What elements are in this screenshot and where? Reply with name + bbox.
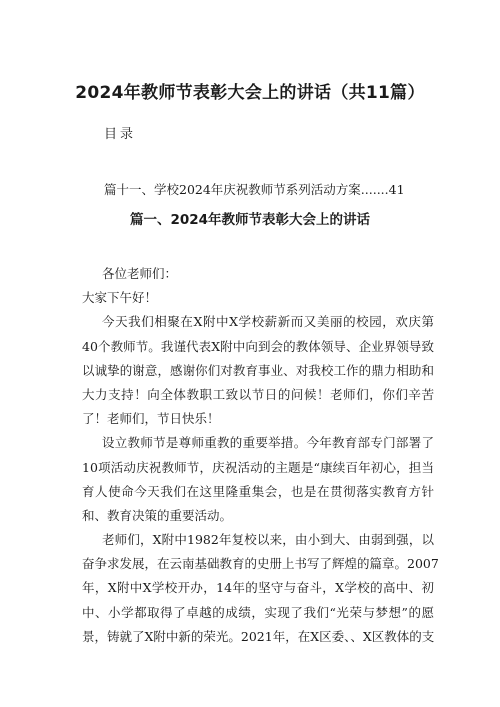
paragraph-line: 大力支持！向全体教职工致以节日的问候！老师们，你们辛苦 [82,386,434,402]
paragraph-line: 和、教育决策的重要活动。 [82,507,233,523]
paragraph-line: 了！老师们，节日快乐！ [82,411,220,427]
greeting: 大家下午好！ [82,290,158,306]
paragraph-line: 年，X附中X学校开办，14年的坚守与奋斗，X学校的高中、初 [82,580,434,596]
section-title: 篇一、2024年教师节表彰大会上的讲话 [129,212,371,228]
paragraph-line: 今天我们相聚在X附中X学校薪新而又美丽的校园，欢庆第 [102,314,434,330]
salutation: 各位老师们： [102,266,178,281]
document-title: 2024年教师节表彰大会上的讲话（共11篇） [75,83,425,103]
toc-heading: 目录 [104,127,137,142]
paragraph-line: 奋争求发展，在云南基础教育的史册上书写了辉煌的篇章。2007 [82,556,439,572]
paragraph-line: 育人使命今天我们在这里隆重集会，也是在贯彻落实教育方针 [82,483,434,499]
paragraph-line: 中、小学都取得了卓越的成绩，实现了我们“光荣与梦想”的愿 [82,604,434,620]
paragraph-line: 以诚挚的谢意，感谢你们对教育事业、对我校工作的鼎力相助和 [82,362,434,378]
toc-entry[interactable]: 篇十一、学校2024年庆祝教师节系列活动方案.......41 [104,182,405,197]
speech-body [82,262,439,649]
paragraph-line: 10项活动庆祝教师节，庆祝活动的主题是“康续百年初心，担当 [82,459,434,475]
paragraph-line: 40个教师节。我谨代表X附中向到会的教体领导、企业界领导致 [82,338,434,354]
paragraph-line: 设立教师节是尊师重教的重要举措。今年教育部专门部署了 [102,435,434,451]
paragraph-line: 老师们，X附中1982年复校以来，由小到大、由弱到强，以 [102,532,434,548]
paragraph-line: 景，铸就了X附中新的荣光。2021年，在X区委、、X区教体的支 [82,628,435,644]
